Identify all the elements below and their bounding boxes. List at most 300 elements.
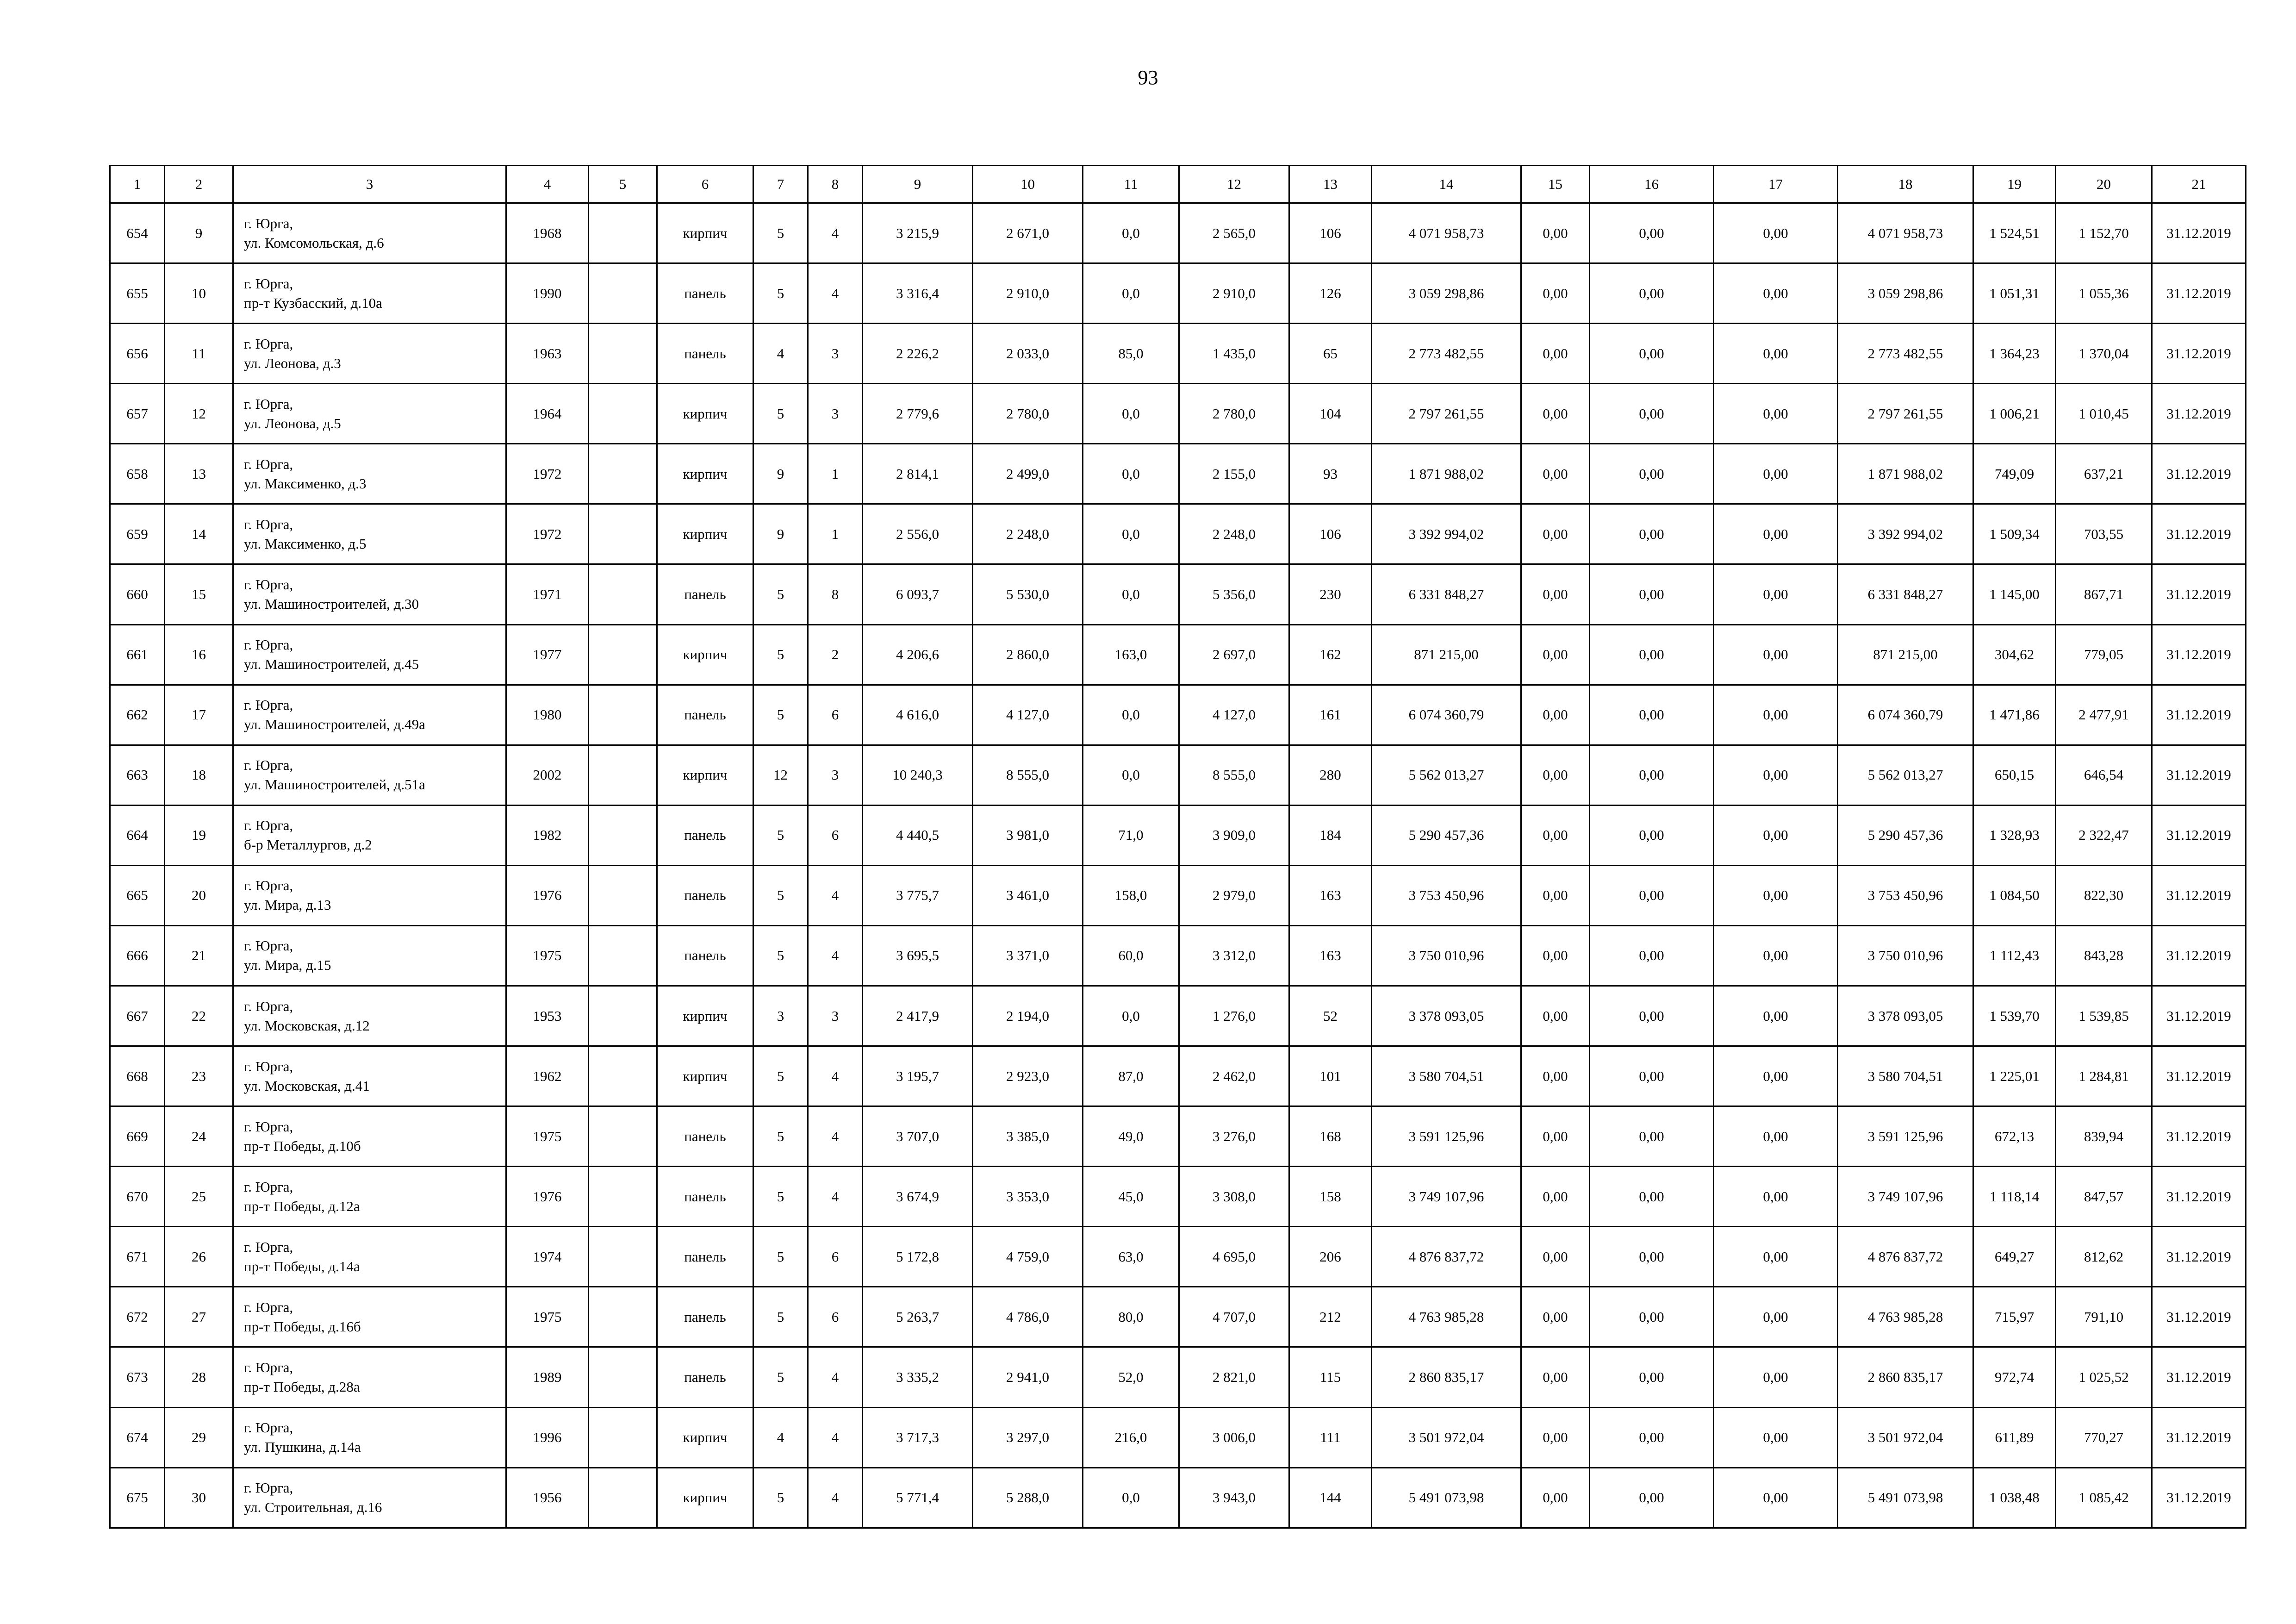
cell-col-5 [589,1287,657,1347]
table-row [110,203,2246,263]
cell-col-1: 670 [110,1167,165,1227]
cell-col-8: 6 [808,1227,863,1287]
cell-col-20: 822,30 [2056,865,2152,925]
cell-col-18: 5 562 013,27 [1838,745,1973,805]
cell-col-2: 13 [165,444,233,504]
cell-col-11: 80,0 [1083,1287,1179,1347]
cell-col-11: 0,0 [1083,745,1179,805]
cell-col-10: 3 297,0 [973,1407,1083,1468]
cell-col-13: 115 [1289,1347,1372,1407]
cell-col-7: 5 [753,865,808,925]
cell-col-9: 2 556,0 [863,504,973,564]
cell-col-2: 20 [165,865,233,925]
address-street: ул. Московская, д.41 [244,1077,370,1094]
cell-col-15: 0,00 [1521,925,1590,986]
cell-col-21: 31.12.2019 [2152,203,2246,263]
cell-col-15: 0,00 [1521,1106,1590,1167]
cell-col-18: 4 071 958,73 [1838,203,1973,263]
cell-col-20: 779,05 [2056,625,2152,685]
address-cell [233,1468,506,1528]
cell-col-13: 168 [1289,1106,1372,1167]
cell-col-11: 0,0 [1083,986,1179,1046]
cell-col-20: 867,71 [2056,564,2152,625]
cell-col-10: 4 786,0 [973,1287,1083,1347]
cell-col-6: панель [657,1227,753,1287]
cell-col-16: 0,00 [1590,625,1714,685]
cell-col-13: 230 [1289,564,1372,625]
cell-col-13: 93 [1289,444,1372,504]
cell-col-15: 0,00 [1521,685,1590,745]
cell-col-5 [589,263,657,324]
address-street: ул. Мира, д.15 [244,957,331,974]
cell-col-1: 656 [110,324,165,384]
cell-col-2: 11 [165,324,233,384]
cell-col-12: 3 276,0 [1179,1106,1289,1167]
cell-col-14: 5 491 073,98 [1372,1468,1521,1528]
cell-col-18: 5 290 457,36 [1838,805,1973,865]
cell-col-9: 5 771,4 [863,1468,973,1528]
cell-col-13: 158 [1289,1167,1372,1227]
cell-col-12: 5 356,0 [1179,564,1289,625]
cell-col-2: 21 [165,925,233,986]
cell-col-15: 0,00 [1521,444,1590,504]
cell-col-4: 1968 [506,203,589,263]
address-city: г. Юрга, [244,1359,293,1376]
cell-col-15: 0,00 [1521,1287,1590,1347]
table-row [110,504,2246,564]
cell-col-16: 0,00 [1590,444,1714,504]
cell-col-5 [589,685,657,745]
address-city: г. Юрга, [244,1480,293,1496]
cell-col-12: 2 979,0 [1179,865,1289,925]
cell-col-8: 3 [808,324,863,384]
table-row [110,745,2246,805]
cell-col-13: 184 [1289,805,1372,865]
header-cell: 7 [753,166,808,203]
cell-col-17: 0,00 [1714,504,1838,564]
cell-col-10: 2 033,0 [973,324,1083,384]
header-cell: 15 [1521,166,1590,203]
cell-col-9: 3 316,4 [863,263,973,324]
address-street: ул. Максименко, д.3 [244,475,367,492]
cell-col-10: 2 780,0 [973,384,1083,444]
cell-col-18: 6 331 848,27 [1838,564,1973,625]
cell-col-19: 1 539,70 [1973,986,2056,1046]
cell-col-16: 0,00 [1590,324,1714,384]
cell-col-20: 839,94 [2056,1106,2152,1167]
address-street: ул. Машиностроителей, д.30 [244,596,419,612]
cell-col-15: 0,00 [1521,324,1590,384]
cell-col-6: панель [657,805,753,865]
cell-col-19: 672,13 [1973,1106,2056,1167]
cell-col-1: 660 [110,564,165,625]
cell-col-9: 2 417,9 [863,986,973,1046]
cell-col-20: 646,54 [2056,745,2152,805]
cell-col-17: 0,00 [1714,865,1838,925]
header-cell: 12 [1179,166,1289,203]
cell-col-6: кирпич [657,203,753,263]
cell-col-17: 0,00 [1714,986,1838,1046]
cell-col-21: 31.12.2019 [2152,263,2246,324]
cell-col-7: 5 [753,1468,808,1528]
cell-col-5 [589,1347,657,1407]
cell-col-15: 0,00 [1521,564,1590,625]
address-street: пр-т Победы, д.12а [244,1198,360,1214]
cell-col-9: 3 335,2 [863,1347,973,1407]
address-street: пр-т Победы, д.28а [244,1379,360,1395]
cell-col-7: 5 [753,384,808,444]
cell-col-8: 4 [808,865,863,925]
table-row [110,986,2246,1046]
table-row [110,925,2246,986]
address-cell [233,1347,506,1407]
address-city: г. Юрга, [244,937,293,954]
cell-col-6: кирпич [657,745,753,805]
cell-col-18: 3 378 093,05 [1838,986,1973,1046]
cell-col-21: 31.12.2019 [2152,865,2246,925]
header-cell: 14 [1372,166,1521,203]
cell-col-15: 0,00 [1521,745,1590,805]
cell-col-17: 0,00 [1714,1167,1838,1227]
cell-col-17: 0,00 [1714,1468,1838,1528]
cell-col-19: 972,74 [1973,1347,2056,1407]
address-cell [233,685,506,745]
cell-col-18: 3 749 107,96 [1838,1167,1973,1227]
cell-col-14: 3 749 107,96 [1372,1167,1521,1227]
cell-col-5 [589,865,657,925]
cell-col-15: 0,00 [1521,1227,1590,1287]
cell-col-8: 8 [808,564,863,625]
table-row [110,1227,2246,1287]
cell-col-15: 0,00 [1521,865,1590,925]
cell-col-20: 770,27 [2056,1407,2152,1468]
address-cell [233,203,506,263]
cell-col-10: 3 461,0 [973,865,1083,925]
cell-col-11: 85,0 [1083,324,1179,384]
cell-col-5 [589,1227,657,1287]
cell-col-17: 0,00 [1714,1287,1838,1347]
cell-col-14: 871 215,00 [1372,625,1521,685]
cell-col-21: 31.12.2019 [2152,444,2246,504]
cell-col-1: 663 [110,745,165,805]
table-row [110,1287,2246,1347]
cell-col-15: 0,00 [1521,384,1590,444]
header-cell: 1 [110,166,165,203]
cell-col-20: 1 284,81 [2056,1046,2152,1106]
cell-col-13: 106 [1289,203,1372,263]
cell-col-19: 1 084,50 [1973,865,2056,925]
cell-col-19: 1 328,93 [1973,805,2056,865]
cell-col-14: 3 378 093,05 [1372,986,1521,1046]
cell-col-12: 2 780,0 [1179,384,1289,444]
cell-col-1: 661 [110,625,165,685]
header-row [110,166,2246,203]
cell-col-1: 668 [110,1046,165,1106]
table-row [110,324,2246,384]
cell-col-18: 3 753 450,96 [1838,865,1973,925]
cell-col-21: 31.12.2019 [2152,685,2246,745]
cell-col-15: 0,00 [1521,1468,1590,1528]
cell-col-19: 1 509,34 [1973,504,2056,564]
cell-col-9: 3 775,7 [863,865,973,925]
cell-col-21: 31.12.2019 [2152,805,2246,865]
cell-col-4: 1976 [506,1167,589,1227]
cell-col-4: 1972 [506,504,589,564]
cell-col-15: 0,00 [1521,1046,1590,1106]
cell-col-20: 1 539,85 [2056,986,2152,1046]
address-street: пр-т Победы, д.14а [244,1258,360,1274]
header-cell: 3 [233,166,506,203]
address-street: ул. Леонова, д.5 [244,415,341,431]
cell-col-11: 49,0 [1083,1106,1179,1167]
cell-col-12: 8 555,0 [1179,745,1289,805]
cell-col-6: панель [657,263,753,324]
cell-col-16: 0,00 [1590,1407,1714,1468]
cell-col-20: 1 152,70 [2056,203,2152,263]
cell-col-10: 2 941,0 [973,1347,1083,1407]
cell-col-16: 0,00 [1590,986,1714,1046]
address-street: ул. Леонова, д.3 [244,355,341,371]
address-city: г. Юрга, [244,1118,293,1135]
cell-col-13: 163 [1289,865,1372,925]
cell-col-18: 871 215,00 [1838,625,1973,685]
cell-col-21: 31.12.2019 [2152,504,2246,564]
cell-col-7: 5 [753,1287,808,1347]
cell-col-14: 4 876 837,72 [1372,1227,1521,1287]
cell-col-12: 2 910,0 [1179,263,1289,324]
cell-col-18: 3 059 298,86 [1838,263,1973,324]
cell-col-8: 4 [808,203,863,263]
header-cell: 21 [2152,166,2246,203]
cell-col-19: 1 051,31 [1973,263,2056,324]
table-row [110,1106,2246,1167]
cell-col-19: 749,09 [1973,444,2056,504]
cell-col-20: 812,62 [2056,1227,2152,1287]
cell-col-17: 0,00 [1714,745,1838,805]
cell-col-5 [589,805,657,865]
cell-col-11: 158,0 [1083,865,1179,925]
cell-col-7: 5 [753,685,808,745]
cell-col-13: 65 [1289,324,1372,384]
address-cell [233,745,506,805]
address-street: ул. Машиностроителей, д.45 [244,656,419,673]
cell-col-16: 0,00 [1590,384,1714,444]
cell-col-7: 12 [753,745,808,805]
address-cell [233,1227,506,1287]
cell-col-12: 1 276,0 [1179,986,1289,1046]
cell-col-12: 3 312,0 [1179,925,1289,986]
cell-col-10: 8 555,0 [973,745,1083,805]
cell-col-11: 0,0 [1083,504,1179,564]
address-cell [233,1167,506,1227]
cell-col-17: 0,00 [1714,203,1838,263]
cell-col-17: 0,00 [1714,925,1838,986]
cell-col-14: 2 773 482,55 [1372,324,1521,384]
cell-col-5 [589,1167,657,1227]
cell-col-14: 6 074 360,79 [1372,685,1521,745]
cell-col-20: 1 025,52 [2056,1347,2152,1407]
housing-register-table [109,165,2246,1529]
cell-col-5 [589,324,657,384]
cell-col-12: 4 695,0 [1179,1227,1289,1287]
header-cell: 10 [973,166,1083,203]
cell-col-18: 5 491 073,98 [1838,1468,1973,1528]
cell-col-21: 31.12.2019 [2152,925,2246,986]
cell-col-8: 3 [808,745,863,805]
cell-col-12: 3 943,0 [1179,1468,1289,1528]
cell-col-4: 1980 [506,685,589,745]
cell-col-14: 5 290 457,36 [1372,805,1521,865]
address-street: ул. Машиностроителей, д.51а [244,776,425,793]
table-row [110,1407,2246,1468]
cell-col-2: 12 [165,384,233,444]
cell-col-1: 655 [110,263,165,324]
address-cell [233,324,506,384]
page-number: 93 [1138,66,1158,89]
cell-col-4: 1972 [506,444,589,504]
cell-col-16: 0,00 [1590,1167,1714,1227]
cell-col-6: кирпич [657,504,753,564]
cell-col-14: 3 591 125,96 [1372,1106,1521,1167]
address-city: г. Юрга, [244,456,293,472]
cell-col-7: 3 [753,986,808,1046]
cell-col-2: 10 [165,263,233,324]
address-street: ул. Пушкина, д.14а [244,1439,361,1455]
address-street: ул. Мира, д.13 [244,897,331,913]
cell-col-4: 1963 [506,324,589,384]
cell-col-19: 304,62 [1973,625,2056,685]
cell-col-4: 1990 [506,263,589,324]
cell-col-1: 657 [110,384,165,444]
cell-col-13: 111 [1289,1407,1372,1468]
table-row [110,263,2246,324]
cell-col-11: 0,0 [1083,203,1179,263]
cell-col-10: 4 759,0 [973,1227,1083,1287]
cell-col-21: 31.12.2019 [2152,564,2246,625]
address-cell [233,263,506,324]
cell-col-9: 2 814,1 [863,444,973,504]
address-street: ул. Машиностроителей, д.49а [244,716,425,733]
cell-col-4: 2002 [506,745,589,805]
cell-col-16: 0,00 [1590,564,1714,625]
address-cell [233,504,506,564]
address-street: пр-т Победы, д.10б [244,1137,361,1154]
table-body [110,203,2246,1528]
cell-col-19: 1 225,01 [1973,1046,2056,1106]
address-city: г. Юрга, [244,275,293,292]
cell-col-10: 2 248,0 [973,504,1083,564]
cell-col-10: 2 923,0 [973,1046,1083,1106]
cell-col-4: 1996 [506,1407,589,1468]
table-row [110,805,2246,865]
cell-col-1: 671 [110,1227,165,1287]
cell-col-10: 3 353,0 [973,1167,1083,1227]
cell-col-4: 1964 [506,384,589,444]
cell-col-9: 3 707,0 [863,1106,973,1167]
cell-col-14: 3 750 010,96 [1372,925,1521,986]
cell-col-20: 791,10 [2056,1287,2152,1347]
cell-col-1: 664 [110,805,165,865]
address-cell [233,805,506,865]
cell-col-1: 673 [110,1347,165,1407]
cell-col-19: 1 364,23 [1973,324,2056,384]
cell-col-13: 280 [1289,745,1372,805]
cell-col-20: 637,21 [2056,444,2152,504]
cell-col-10: 3 371,0 [973,925,1083,986]
cell-col-10: 2 499,0 [973,444,1083,504]
cell-col-16: 0,00 [1590,685,1714,745]
cell-col-14: 3 059 298,86 [1372,263,1521,324]
cell-col-11: 0,0 [1083,384,1179,444]
cell-col-8: 6 [808,805,863,865]
cell-col-11: 216,0 [1083,1407,1179,1468]
cell-col-13: 144 [1289,1468,1372,1528]
cell-col-1: 658 [110,444,165,504]
cell-col-15: 0,00 [1521,263,1590,324]
cell-col-10: 2 671,0 [973,203,1083,263]
cell-col-11: 71,0 [1083,805,1179,865]
cell-col-4: 1974 [506,1227,589,1287]
cell-col-10: 4 127,0 [973,685,1083,745]
cell-col-9: 2 779,6 [863,384,973,444]
cell-col-11: 63,0 [1083,1227,1179,1287]
cell-col-6: панель [657,1167,753,1227]
cell-col-14: 1 871 988,02 [1372,444,1521,504]
address-cell [233,925,506,986]
cell-col-4: 1975 [506,1287,589,1347]
cell-col-10: 3 981,0 [973,805,1083,865]
cell-col-5 [589,1046,657,1106]
cell-col-4: 1977 [506,625,589,685]
cell-col-8: 4 [808,1167,863,1227]
cell-col-13: 126 [1289,263,1372,324]
cell-col-16: 0,00 [1590,1287,1714,1347]
header-cell: 16 [1590,166,1714,203]
cell-col-8: 4 [808,925,863,986]
cell-col-2: 9 [165,203,233,263]
address-street: ул. Максименко, д.5 [244,535,367,552]
cell-col-16: 0,00 [1590,1468,1714,1528]
cell-col-14: 3 501 972,04 [1372,1407,1521,1468]
cell-col-8: 2 [808,625,863,685]
cell-col-19: 1 471,86 [1973,685,2056,745]
cell-col-17: 0,00 [1714,444,1838,504]
cell-col-8: 4 [808,1407,863,1468]
cell-col-11: 0,0 [1083,564,1179,625]
cell-col-16: 0,00 [1590,1046,1714,1106]
cell-col-5 [589,1468,657,1528]
address-city: г. Юрга, [244,335,293,352]
cell-col-7: 5 [753,925,808,986]
cell-col-13: 212 [1289,1287,1372,1347]
cell-col-4: 1975 [506,1106,589,1167]
address-city: г. Юрга, [244,576,293,593]
cell-col-6: кирпич [657,1407,753,1468]
cell-col-6: панель [657,324,753,384]
cell-col-11: 0,0 [1083,263,1179,324]
cell-col-11: 0,0 [1083,444,1179,504]
cell-col-16: 0,00 [1590,263,1714,324]
cell-col-10: 2 910,0 [973,263,1083,324]
cell-col-18: 4 876 837,72 [1838,1227,1973,1287]
cell-col-13: 106 [1289,504,1372,564]
table-row [110,564,2246,625]
cell-col-21: 31.12.2019 [2152,1227,2246,1287]
cell-col-9: 3 674,9 [863,1167,973,1227]
header-cell: 13 [1289,166,1372,203]
cell-col-2: 30 [165,1468,233,1528]
cell-col-4: 1982 [506,805,589,865]
